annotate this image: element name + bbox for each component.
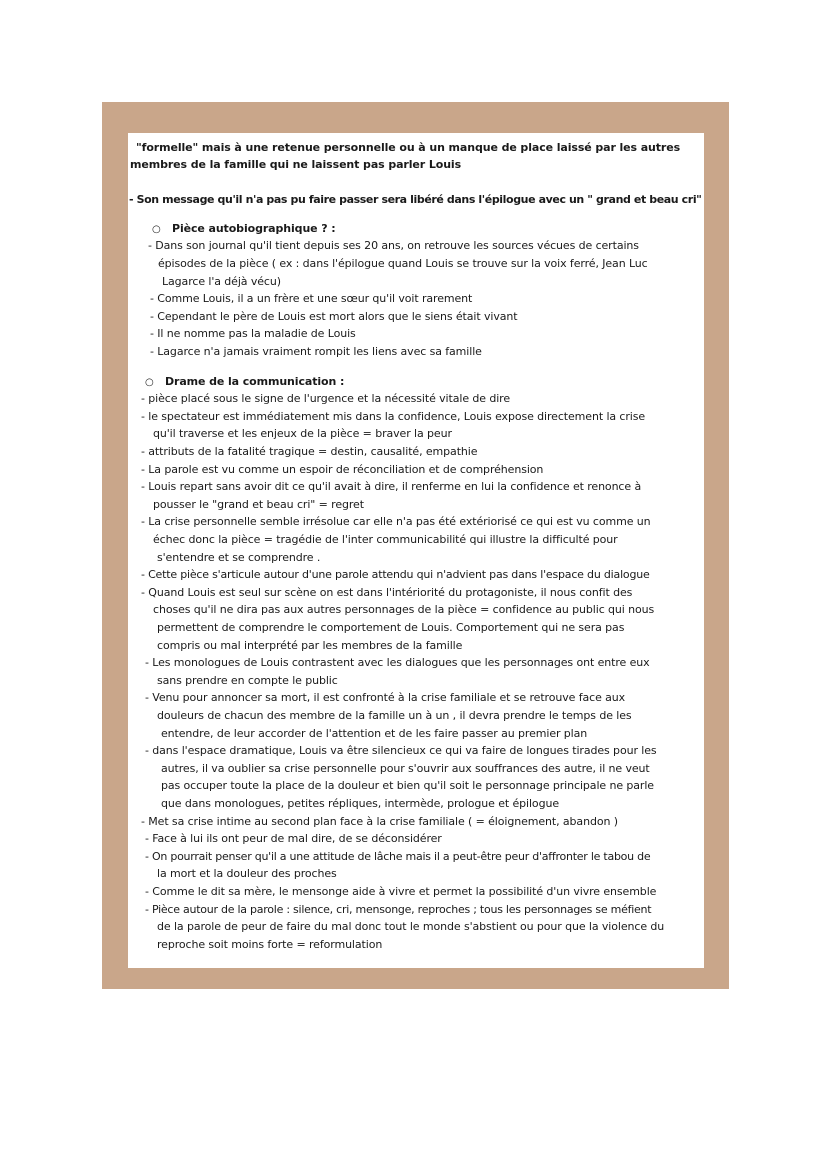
section2-line: - attributs de la fatalité tragique = destin, causalité, empathie (141, 445, 478, 458)
section1-line: - Lagarce n'a jamais vraiment rompit les liens avec sa famille (150, 345, 482, 358)
section2-line: entendre, de leur accorder de l'attention et de les faire passer au premier plan (161, 727, 588, 740)
section2-line: - Venu pour annoncer sa mort, il est confronté à la crise familiale et se retrouve face aux (145, 691, 626, 704)
section2-line: compris ou mal interprété par les membres de la famille (157, 639, 463, 652)
section2-line: - Pièce autour de la parole : silence, cri, mensonge, reproches ; tous les personnages se méfient (145, 903, 652, 916)
section1-line: épisodes de la pièce ( ex : dans l'épilogue quand Louis se trouve sur la voix ferré, Jean Luc (158, 257, 648, 270)
section2-line: que dans monologues, petites répliques, intermède, prologue et épilogue (161, 797, 559, 810)
section2-line: autres, il va oublier sa crise personnelle pour s'ouvrir aux souffrances des autre, il ne veut (161, 762, 650, 775)
section2-line: - La crise personnelle semble irrésolue car elle n'a pas été extériorisé ce qui est vu comme un (141, 515, 651, 528)
section2-line: qu'il traverse et les enjeux de la pièce = braver la peur (153, 427, 452, 440)
section1-line: Lagarce l'a déjà vécu) (162, 275, 281, 288)
section2-line: - le spectateur est immédiatement mis dans la confidence, Louis expose directement la crise (141, 410, 646, 423)
section2-line: s'entendre et se comprendre . (157, 551, 321, 564)
section2-line: pousser le "grand et beau cri" = regret (153, 498, 364, 511)
section2-line: - Comme le dit sa mère, le mensonge aide à vivre et permet la possibilité d'un vivre ensemble (145, 885, 657, 898)
section2-line: sans prendre en compte le public (157, 674, 338, 687)
section2-line: - La parole est vu comme un espoir de réconciliation et de compréhension (141, 463, 544, 476)
intro-line-3: - Son message qu'il n'a pas pu faire passer sera libéré dans l'épilogue avec un " grand et beau cri" (129, 193, 702, 206)
section2-line: - On pourrait penser qu'il a une attitude de lâche mais il a peut-être peur d'affronter le tabou de (145, 850, 651, 863)
section2-line: douleurs de chacun des membre de la famille un à un , il devra prendre le temps de les (157, 709, 632, 722)
section2-line: reproche soit moins forte = reformulation (157, 938, 383, 951)
section1-line: - Il ne nomme pas la maladie de Louis (150, 327, 356, 340)
section1-line: - Cependant le père de Louis est mort alors que le siens était vivant (150, 310, 518, 323)
intro-line-1: "formelle" mais à une retenue personnelle ou à un manque de place laissé par les autres (136, 141, 681, 154)
section2-line: - Quand Louis est seul sur scène on est dans l'intériorité du protagoniste, il nous confit des (141, 586, 633, 599)
section2-line: pas occuper toute la place de la douleur et bien qu'il soit le personnage principale ne parle (161, 779, 654, 792)
intro-line-2: membres de la famille qui ne laissent pas parler Louis (130, 158, 462, 171)
section2-line: la mort et la douleur des proches (157, 867, 337, 880)
section2-line: - Louis repart sans avoir dit ce qu'il avait à dire, il renferme en lui la confidence et renonce à (141, 480, 642, 493)
section2-line: - Les monologues de Louis contrastent avec les dialogues que les personnages ont entre eux (145, 656, 650, 669)
section1-line: - Dans son journal qu'il tient depuis ses 20 ans, on retrouve les sources vécues de certains (148, 239, 639, 252)
section-heading-autobiographique: ○ Pièce autobiographique ? : (152, 222, 336, 237)
section-heading-communication: ○ Drame de la communication : (145, 375, 344, 390)
section1-line: - Comme Louis, il a un frère et une sœur qu'il voit rarement (150, 292, 473, 305)
section2-line: - pièce placé sous le signe de l'urgence et la nécessité vitale de dire (141, 392, 511, 405)
section2-line: échec donc la pièce = tragédie de l'inter communicabilité qui illustre la difficulté pour (153, 533, 618, 546)
section2-line: permettent de comprendre le comportement de Louis. Comportement qui ne sera pas (157, 621, 625, 634)
section2-line: - Met sa crise intime au second plan face à la crise familiale ( = éloignement, abandon ) (141, 815, 618, 828)
section2-line: - dans l'espace dramatique, Louis va être silencieux ce qui va faire de longues tirades pour les (145, 744, 657, 757)
section2-line: de la parole de peur de faire du mal donc tout le monde s'abstient ou pour que la violence du (157, 920, 665, 933)
section2-line: - Face à lui ils ont peur de mal dire, de se déconsidérer (145, 832, 442, 845)
section2-line: - Cette pièce s'articule autour d'une parole attendu qui n'advient pas dans l'espace du dialogue (141, 568, 650, 581)
section2-line: choses qu'il ne dira pas aux autres personnages de la pièce = confidence au public qui nous (153, 603, 655, 616)
